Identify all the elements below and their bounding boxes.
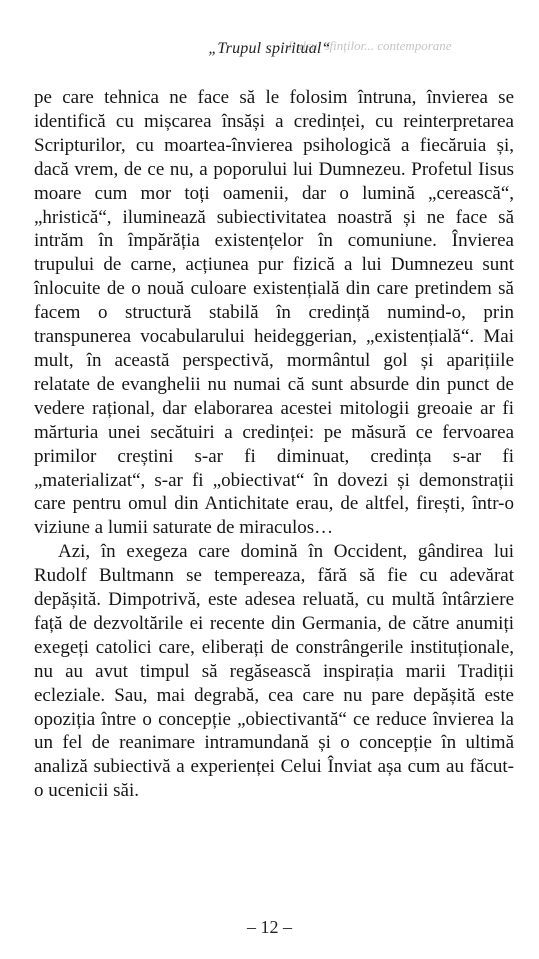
page-number: – 12 – <box>247 917 292 937</box>
body-text <box>34 86 514 803</box>
running-header: „Trupul spiritual“ <box>208 40 331 57</box>
paragraph-2: Azi, în exegeza care domină în Occident, gândirea lui Rudolf Bultmann se tempereaza, fără să fie cu adevărat depășită. Dimpotrivă, este adesea reluată, cu multă întârziere față de dezvoltările ei recente din Germania, de către anumiți exegeți catolici care, eliberați de constrângerile instituționale, nu au avut timpul să regăsească inspirația marii Tradiții ecleziale. Sau, mai degrabă, cea care nu pare depășită este opoziția între o concepție „obiectivantă“ ce reduce învierea la un fel de reanimare intramundană și o concepție în ultimă analiză subiectivă a experienței Celui Înviat așa cum au făcut-o ucenicii săi. <box>34 541 514 802</box>
bleed-through-header: Pulsul sfinților... contemporane <box>288 38 452 53</box>
paragraph-1: pe care tehnica ne face să le folosim întruna, învierea se identifică cu mișcarea însăși a credinței, cu reinterpretarea Scripturilor, cu moartea-învierea psihologică a fiecăruia și, dacă vrem, de ce nu, a poporului lui Dumnezeu. Profetul Iisus moare cum mor toți oamenii, dar o lumină „cerească“, „hristică“, iluminează subiectivitatea noastră și ne face să intrăm în împărăția existențelor în comuniune. Învierea trupului de carne, acțiunea pur fizică a lui Dumnezeu sunt înlocuite de o nouă culoare existențială din care pretindem să facem o structură stabilă în credință numind-o, prin transpunerea vocabularului heideggerian, „existențială“. Mai mult, în această perspectivă, mormântul gol și aparițiile relatate de evanghelii nu numai că sunt absurde din punct de vedere rațional, dar elaborarea acestei mitologii greoaie ar fi mărturia unei secătuiri a credinței: pe măsură ce fervoarea primilor creștini s-ar fi diminuat, credința s-ar fi „materializat“, s-ar fi „obiectivat“ în dovezi și demonstrații care pentru omul din Antichitate erau, de altfel, firești, într-o viziune a lumii saturate de miraculos… <box>34 87 514 539</box>
